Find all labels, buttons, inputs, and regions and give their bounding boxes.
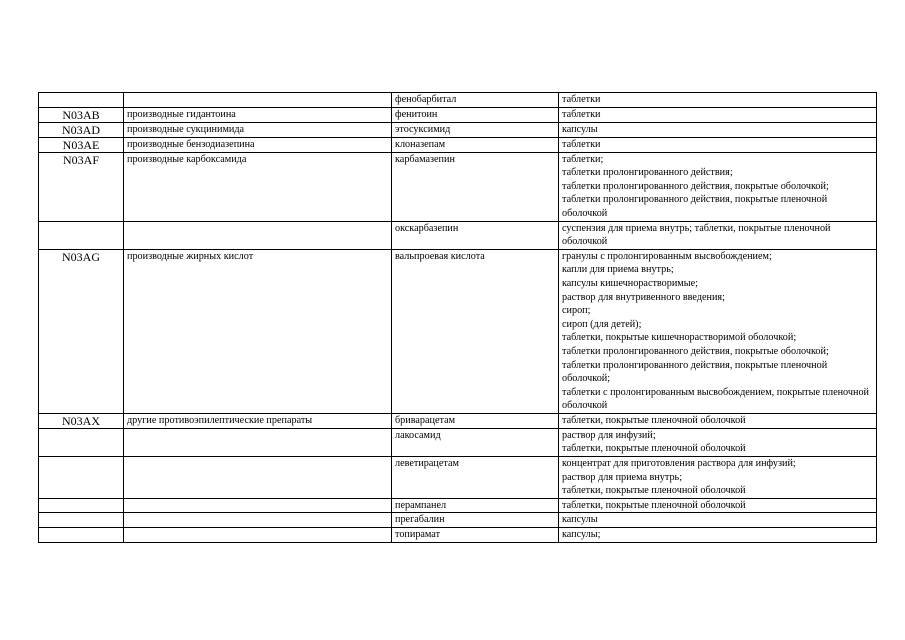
table-row bbox=[39, 457, 877, 499]
group-name-cell: производные гидантоина bbox=[124, 107, 392, 122]
drug-name-cell: перампанел bbox=[392, 498, 559, 513]
group-name-cell bbox=[124, 93, 392, 108]
group-name-cell: производные бензодиазепина bbox=[124, 137, 392, 152]
dosage-form-cell: капсулы bbox=[559, 513, 877, 528]
table-row bbox=[39, 122, 877, 137]
drug-name-cell: клоназепам bbox=[392, 137, 559, 152]
drug-name-cell: этосуксимид bbox=[392, 122, 559, 137]
dosage-form-cell: таблетки, покрытые пленочной оболочкой bbox=[559, 413, 877, 428]
table-row bbox=[39, 528, 877, 543]
drug-name-cell: бриварацетам bbox=[392, 413, 559, 428]
drug-name-cell: фенобарбитал bbox=[392, 93, 559, 108]
table-row bbox=[39, 137, 877, 152]
drug-name-cell: прегабалин bbox=[392, 513, 559, 528]
drug-table bbox=[38, 92, 877, 543]
table-row bbox=[39, 428, 877, 456]
table-row bbox=[39, 413, 877, 428]
group-name-cell: другие противоэпилептические препараты bbox=[124, 413, 392, 428]
table-row bbox=[39, 152, 877, 221]
dosage-form-cell: таблетки bbox=[559, 107, 877, 122]
drug-name-cell: фенитоин bbox=[392, 107, 559, 122]
atc-code-cell: N03AX bbox=[39, 413, 124, 428]
drug-name-cell: вальпроевая кислота bbox=[392, 249, 559, 413]
dosage-form-cell: капсулы bbox=[559, 122, 877, 137]
group-name-cell: производные жирных кислот bbox=[124, 249, 392, 413]
atc-code-cell bbox=[39, 528, 124, 543]
group-name-cell bbox=[124, 513, 392, 528]
group-name-cell: производные карбоксамида bbox=[124, 152, 392, 221]
group-name-cell bbox=[124, 221, 392, 249]
dosage-form-cell: таблетки; таблетки пролонгированного действия; таблетки пролонгированного действия, покрытые оболочкой; таблетки пролонгированного действия, покрытые пленочной оболочкой bbox=[559, 152, 877, 221]
dosage-form-cell: раствор для инфузий; таблетки, покрытые пленочной оболочкой bbox=[559, 428, 877, 456]
table-row bbox=[39, 221, 877, 249]
group-name-cell bbox=[124, 498, 392, 513]
table-row bbox=[39, 107, 877, 122]
atc-code-cell bbox=[39, 428, 124, 456]
dosage-form-cell: концентрат для приготовления раствора для инфузий; раствор для приема внутрь; таблетки, покрытые пленочной оболочкой bbox=[559, 457, 877, 499]
drug-name-cell: лакосамид bbox=[392, 428, 559, 456]
dosage-form-cell: гранулы с пролонгированным высвобождением; капли для приема внутрь; капсулы кишечнорастворимые; раствор для внутривенного введения; сироп; сироп (для детей); таблетки, покрытые кишечнорастворимой оболочкой; таблетки пролонгированного действия, покрытые оболочкой; таблетки пролонгированного действия, покрытые пленочной оболочкой; таблетки с пролонгированным высвобождением, покрытые пленочной оболочкой bbox=[559, 249, 877, 413]
drug-name-cell: окскарбазепин bbox=[392, 221, 559, 249]
group-name-cell bbox=[124, 457, 392, 499]
dosage-form-cell: таблетки bbox=[559, 93, 877, 108]
table-body bbox=[39, 93, 877, 543]
table-row bbox=[39, 498, 877, 513]
atc-code-cell bbox=[39, 93, 124, 108]
atc-code-cell: N03AG bbox=[39, 249, 124, 413]
table-row bbox=[39, 249, 877, 413]
drug-name-cell: карбамазепин bbox=[392, 152, 559, 221]
drug-name-cell: топирамат bbox=[392, 528, 559, 543]
dosage-form-cell: капсулы; bbox=[559, 528, 877, 543]
dosage-form-cell: таблетки, покрытые пленочной оболочкой bbox=[559, 498, 877, 513]
table-row bbox=[39, 93, 877, 108]
group-name-cell: производные сукцинимида bbox=[124, 122, 392, 137]
atc-code-cell bbox=[39, 498, 124, 513]
dosage-form-cell: суспензия для приема внутрь; таблетки, покрытые пленочной оболочкой bbox=[559, 221, 877, 249]
atc-code-cell: N03AB bbox=[39, 107, 124, 122]
atc-code-cell bbox=[39, 457, 124, 499]
atc-code-cell: N03AD bbox=[39, 122, 124, 137]
table-row bbox=[39, 513, 877, 528]
atc-code-cell bbox=[39, 513, 124, 528]
group-name-cell bbox=[124, 528, 392, 543]
drug-name-cell: леветирацетам bbox=[392, 457, 559, 499]
dosage-form-cell: таблетки bbox=[559, 137, 877, 152]
atc-code-cell bbox=[39, 221, 124, 249]
atc-code-cell: N03AE bbox=[39, 137, 124, 152]
atc-code-cell: N03AF bbox=[39, 152, 124, 221]
group-name-cell bbox=[124, 428, 392, 456]
